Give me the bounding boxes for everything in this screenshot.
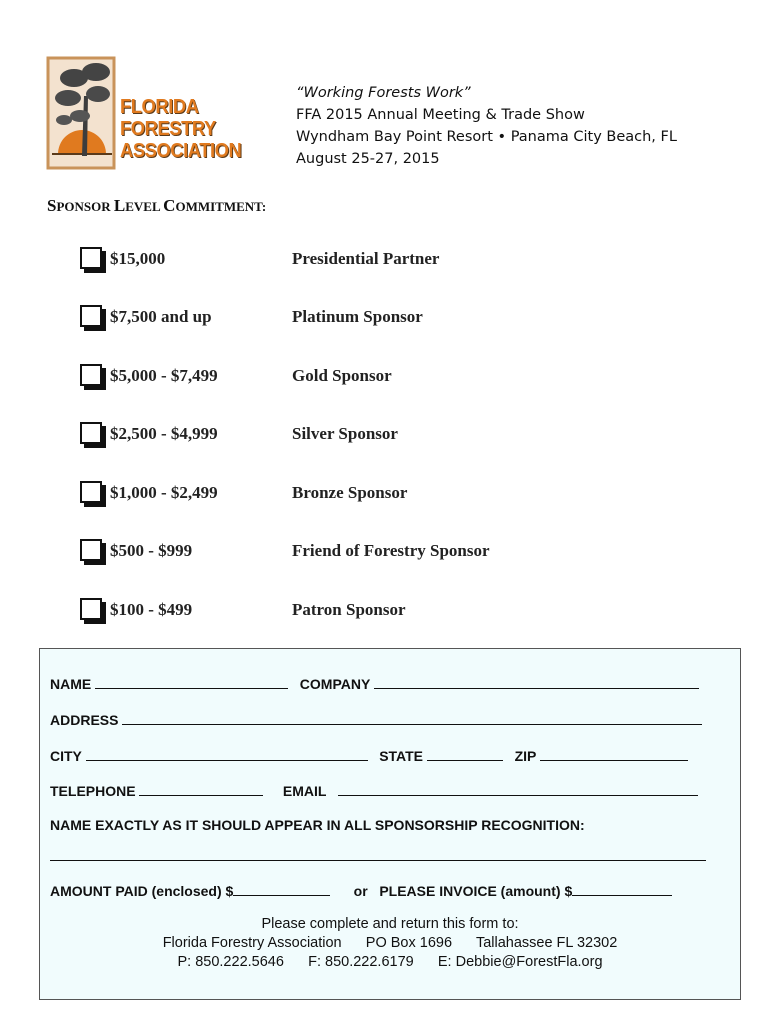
level-amount: $500 - $999 bbox=[110, 541, 193, 560]
sponsor-level-item bbox=[80, 304, 600, 334]
level-amount: $100 - $499 bbox=[110, 600, 193, 619]
title-rest: OMMITMENT: bbox=[175, 199, 267, 214]
state-label: STATE bbox=[379, 748, 424, 764]
email-address[interactable]: E: Debbie@ForestFla.org bbox=[437, 954, 603, 970]
amount-paid-label: AMOUNT PAID (enclosed) $ bbox=[50, 883, 234, 899]
logo-line: FORESTRY bbox=[120, 118, 216, 140]
checkbox-icon[interactable] bbox=[80, 422, 102, 444]
section-title bbox=[47, 196, 266, 216]
level-amount: $2,500 - $4,999 bbox=[110, 424, 218, 443]
event-header bbox=[296, 82, 677, 170]
phone-number: P: 850.222.5646 bbox=[177, 954, 284, 970]
contact-details bbox=[40, 954, 740, 970]
sponsor-level-item bbox=[80, 363, 600, 393]
level-name: Presidential Partner bbox=[292, 249, 440, 268]
fax-number: F: 850.222.6179 bbox=[308, 954, 414, 970]
telephone-label: TELEPHONE bbox=[50, 783, 136, 799]
logo-line: ASSOCIATION bbox=[120, 140, 242, 162]
address-field[interactable] bbox=[122, 710, 702, 725]
company-label: COMPANY bbox=[299, 676, 371, 692]
city-zip: Tallahassee FL 32302 bbox=[475, 935, 618, 951]
telephone-field[interactable] bbox=[139, 781, 263, 796]
logo-wordmark bbox=[120, 96, 240, 162]
name-label: NAME bbox=[50, 676, 92, 692]
amount-paid-field[interactable] bbox=[233, 881, 330, 896]
level-name: Platinum Sponsor bbox=[292, 307, 423, 326]
company-field[interactable] bbox=[374, 674, 699, 689]
tagline: “Working Forests Work” bbox=[296, 85, 471, 101]
recognition-line-row bbox=[50, 846, 706, 864]
sponsor-level-item bbox=[80, 597, 600, 627]
checkbox-icon[interactable] bbox=[80, 539, 102, 561]
event-dates: August 25-27, 2015 bbox=[296, 151, 440, 167]
recognition-row bbox=[50, 817, 585, 833]
email-field[interactable] bbox=[338, 781, 698, 796]
logo-line: FLORIDA bbox=[120, 96, 199, 118]
title-cap: C bbox=[163, 196, 176, 215]
or-label: or bbox=[353, 883, 368, 899]
checkbox-icon[interactable] bbox=[80, 247, 102, 269]
name-field[interactable] bbox=[95, 674, 288, 689]
address-label: ADDRESS bbox=[50, 712, 119, 728]
recognition-field[interactable] bbox=[50, 846, 706, 861]
po-box: PO Box 1696 bbox=[365, 935, 453, 951]
telephone-email-row bbox=[50, 781, 698, 799]
name-company-row bbox=[50, 674, 699, 692]
state-field[interactable] bbox=[427, 746, 503, 761]
level-amount: $7,500 and up bbox=[110, 307, 212, 326]
city-field[interactable] bbox=[86, 746, 368, 761]
city-label: CITY bbox=[50, 748, 82, 764]
event-title: FFA 2015 Annual Meeting & Trade Show bbox=[296, 107, 585, 123]
checkbox-icon[interactable] bbox=[80, 305, 102, 327]
title-rest: EVEL bbox=[125, 199, 164, 214]
invoice-amount-field[interactable] bbox=[572, 881, 672, 896]
sponsor-level-item bbox=[80, 421, 600, 451]
level-name: Silver Sponsor bbox=[292, 424, 398, 443]
checkbox-icon[interactable] bbox=[80, 598, 102, 620]
sponsor-level-item bbox=[80, 538, 600, 568]
zip-field[interactable] bbox=[540, 746, 688, 761]
level-amount: $15,000 bbox=[110, 249, 166, 268]
return-instructions: Please complete and return this form to: bbox=[261, 916, 519, 932]
invoice-label: PLEASE INVOICE (amount) $ bbox=[379, 883, 573, 899]
sponsor-level-item bbox=[80, 480, 600, 510]
checkbox-icon[interactable] bbox=[80, 481, 102, 503]
level-name: Patron Sponsor bbox=[292, 600, 406, 619]
title-rest: PONSOR bbox=[56, 199, 114, 214]
zip-label: ZIP bbox=[514, 748, 537, 764]
checkbox-icon[interactable] bbox=[80, 364, 102, 386]
org-name: Florida Forestry Association bbox=[162, 935, 342, 951]
mailing-address bbox=[40, 935, 740, 951]
level-name: Gold Sponsor bbox=[292, 366, 392, 385]
contact-form bbox=[39, 648, 741, 1000]
address-row bbox=[50, 710, 702, 728]
level-amount: $5,000 - $7,499 bbox=[110, 366, 218, 385]
title-cap: S bbox=[47, 196, 57, 215]
event-venue: Wyndham Bay Point Resort • Panama City Beach, FL bbox=[296, 129, 677, 145]
sponsor-level-item bbox=[80, 246, 600, 276]
email-label: EMAIL bbox=[282, 783, 327, 799]
amount-row bbox=[50, 881, 672, 899]
recognition-label: NAME EXACTLY AS IT SHOULD APPEAR IN ALL SPONSORSHIP RECOGNITION: bbox=[50, 817, 585, 833]
title-cap: L bbox=[113, 196, 126, 215]
level-name: Friend of Forestry Sponsor bbox=[292, 541, 490, 560]
city-state-zip-row bbox=[50, 746, 688, 764]
level-amount: $1,000 - $2,499 bbox=[110, 483, 218, 502]
level-name: Bronze Sponsor bbox=[292, 483, 408, 502]
